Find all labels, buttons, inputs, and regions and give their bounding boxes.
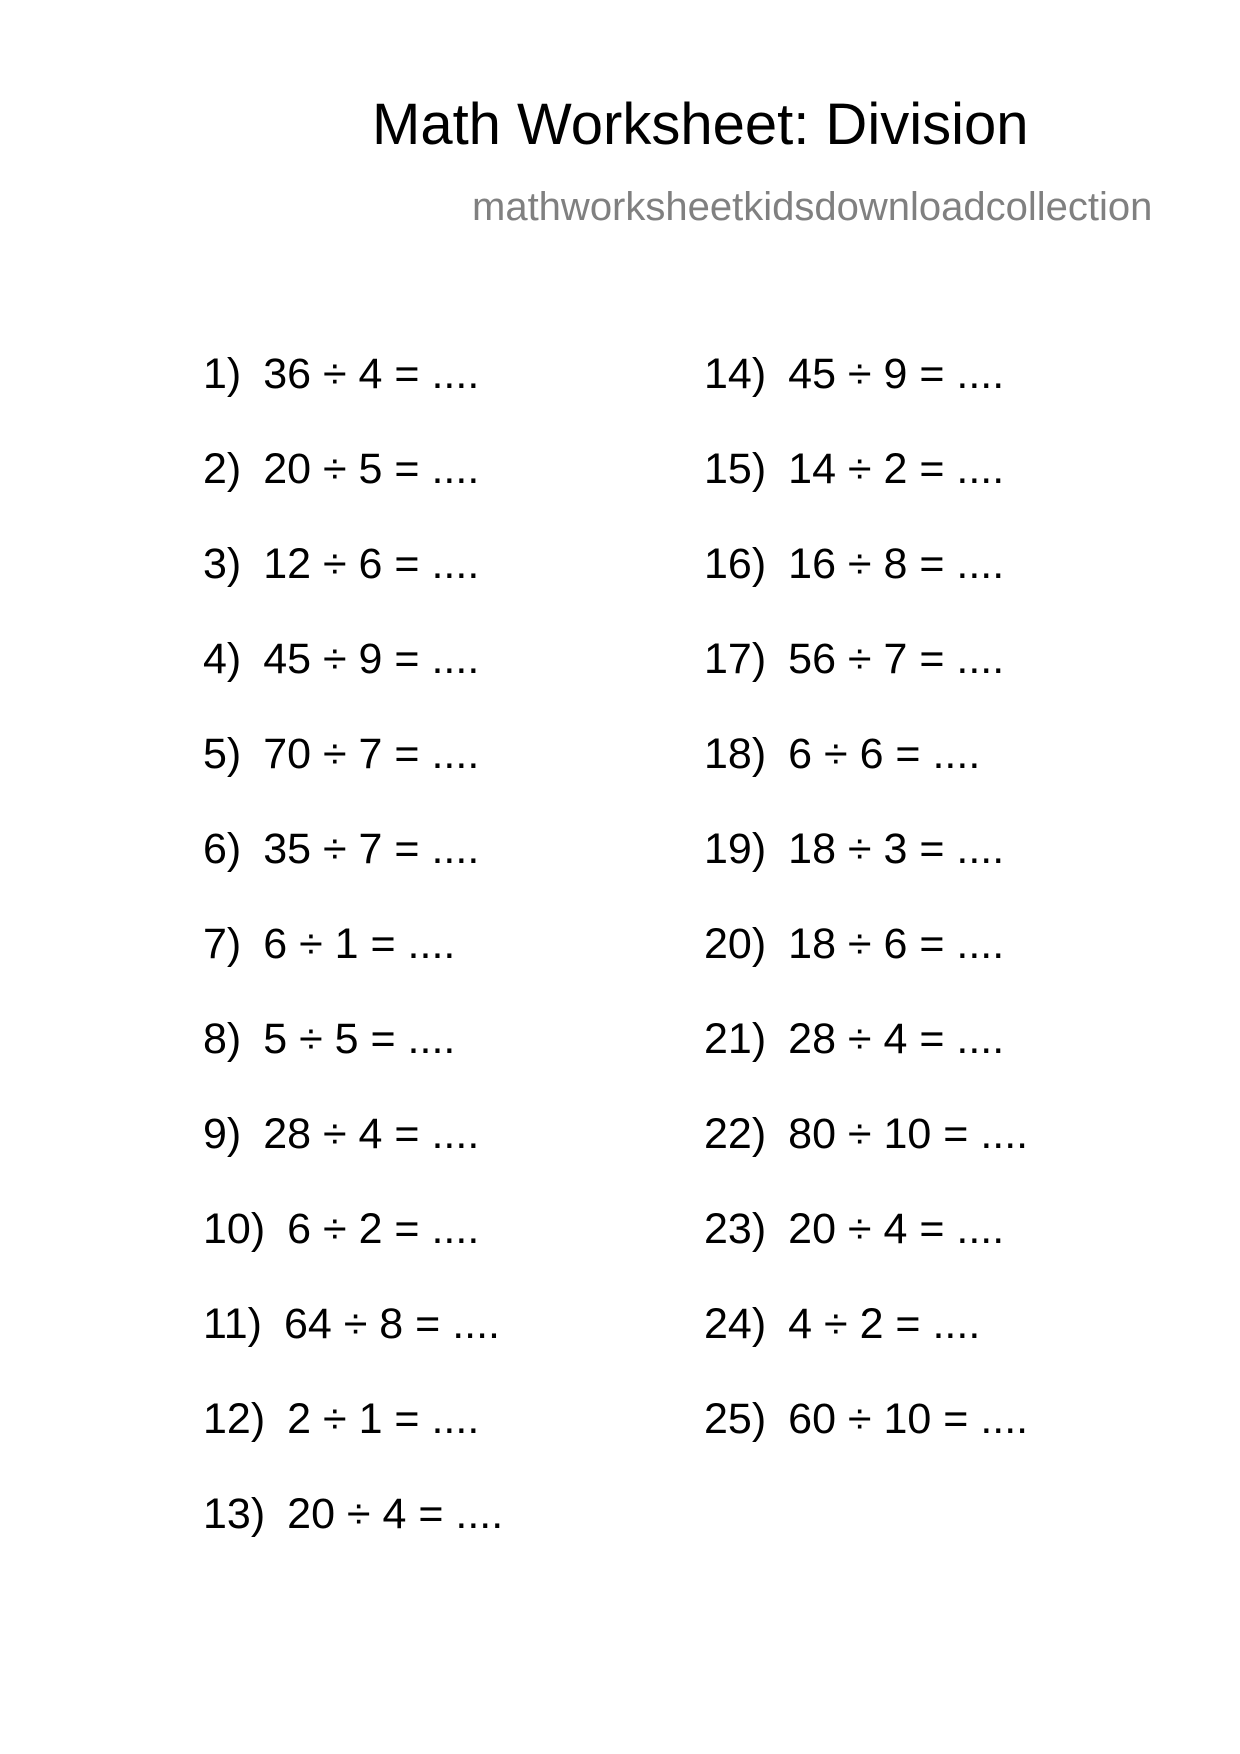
problem-19 xyxy=(704,825,1028,923)
problem-number: 1) xyxy=(203,350,242,398)
problem-number: 10) xyxy=(203,1205,266,1253)
problem-number: 20) xyxy=(704,920,767,968)
problem-number: 25) xyxy=(704,1395,767,1443)
problem-10 xyxy=(203,1205,503,1303)
problem-expression: 12 ÷ 6 = .... xyxy=(263,540,480,588)
problem-18 xyxy=(704,730,1028,828)
problem-25 xyxy=(704,1395,1029,1493)
problem-expression: 14 ÷ 2 = .... xyxy=(788,445,1005,493)
problem-number: 12) xyxy=(203,1395,266,1443)
problem-column-left xyxy=(203,350,504,1588)
problem-expression: 20 ÷ 4 = .... xyxy=(788,1205,1005,1253)
problem-number: 9) xyxy=(203,1110,242,1158)
problem-expression: 60 ÷ 10 = .... xyxy=(788,1395,1029,1443)
problem-expression: 28 ÷ 4 = .... xyxy=(788,1015,1005,1063)
problem-number: 23) xyxy=(704,1205,767,1253)
problem-expression: 56 ÷ 7 = .... xyxy=(788,635,1005,683)
problem-number: 21) xyxy=(704,1015,767,1063)
problem-expression: 36 ÷ 4 = .... xyxy=(263,350,480,398)
worksheet-subtitle: mathworksheetkidsdownloadcollection xyxy=(472,185,1153,229)
problem-number: 7) xyxy=(203,920,242,968)
problem-24 xyxy=(704,1300,1028,1398)
problem-number: 8) xyxy=(203,1015,242,1063)
problem-number: 22) xyxy=(704,1110,767,1158)
problem-expression: 6 ÷ 2 = .... xyxy=(287,1205,480,1253)
problem-expression: 16 ÷ 8 = .... xyxy=(788,540,1005,588)
problem-column-right xyxy=(704,350,1029,1493)
problem-number: 19) xyxy=(704,825,767,873)
problem-16 xyxy=(704,540,1028,638)
problem-5 xyxy=(203,730,503,828)
problem-number: 6) xyxy=(203,825,242,873)
problem-6 xyxy=(203,825,503,923)
problem-expression: 6 ÷ 6 = .... xyxy=(788,730,981,778)
problem-22 xyxy=(704,1110,1029,1208)
problem-expression: 70 ÷ 7 = .... xyxy=(263,730,480,778)
problem-23 xyxy=(704,1205,1028,1303)
problem-number: 4) xyxy=(203,635,242,683)
problem-expression: 35 ÷ 7 = .... xyxy=(263,825,480,873)
problem-number: 5) xyxy=(203,730,242,778)
problem-expression: 18 ÷ 6 = .... xyxy=(788,920,1005,968)
problem-expression: 20 ÷ 4 = .... xyxy=(287,1490,504,1538)
problem-17 xyxy=(704,635,1028,733)
problem-14 xyxy=(704,350,1028,448)
problem-expression: 6 ÷ 1 = .... xyxy=(263,920,456,968)
problem-expression: 2 ÷ 1 = .... xyxy=(287,1395,480,1443)
problem-9 xyxy=(203,1110,503,1208)
problem-expression: 80 ÷ 10 = .... xyxy=(788,1110,1029,1158)
problem-20 xyxy=(704,920,1028,1018)
problem-expression: 4 ÷ 2 = .... xyxy=(788,1300,981,1348)
problem-13 xyxy=(203,1490,504,1588)
problem-number: 3) xyxy=(203,540,242,588)
problem-8 xyxy=(203,1015,503,1113)
problem-number: 18) xyxy=(704,730,767,778)
problem-number: 13) xyxy=(203,1490,266,1538)
problem-number: 2) xyxy=(203,445,242,493)
problem-number: 14) xyxy=(704,350,767,398)
worksheet-title: Math Worksheet: Division xyxy=(372,92,1029,157)
problem-expression: 45 ÷ 9 = .... xyxy=(263,635,480,683)
problem-15 xyxy=(704,445,1028,543)
problem-expression: 18 ÷ 3 = .... xyxy=(788,825,1005,873)
problem-expression: 45 ÷ 9 = .... xyxy=(788,350,1005,398)
problem-11 xyxy=(203,1300,503,1398)
problem-3 xyxy=(203,540,503,638)
problem-21 xyxy=(704,1015,1028,1113)
problem-expression: 5 ÷ 5 = .... xyxy=(263,1015,456,1063)
problem-expression: 64 ÷ 8 = .... xyxy=(283,1300,500,1348)
problem-7 xyxy=(203,920,503,1018)
problem-number: 15) xyxy=(704,445,767,493)
problem-number: 17) xyxy=(704,635,767,683)
problem-number: 11) xyxy=(203,1300,262,1348)
problem-expression: 20 ÷ 5 = .... xyxy=(263,445,480,493)
problem-number: 16) xyxy=(704,540,767,588)
problem-4 xyxy=(203,635,503,733)
problem-number: 24) xyxy=(704,1300,767,1348)
problem-1 xyxy=(203,350,503,448)
problem-expression: 28 ÷ 4 = .... xyxy=(263,1110,480,1158)
problem-12 xyxy=(203,1395,503,1493)
problem-2 xyxy=(203,445,503,543)
